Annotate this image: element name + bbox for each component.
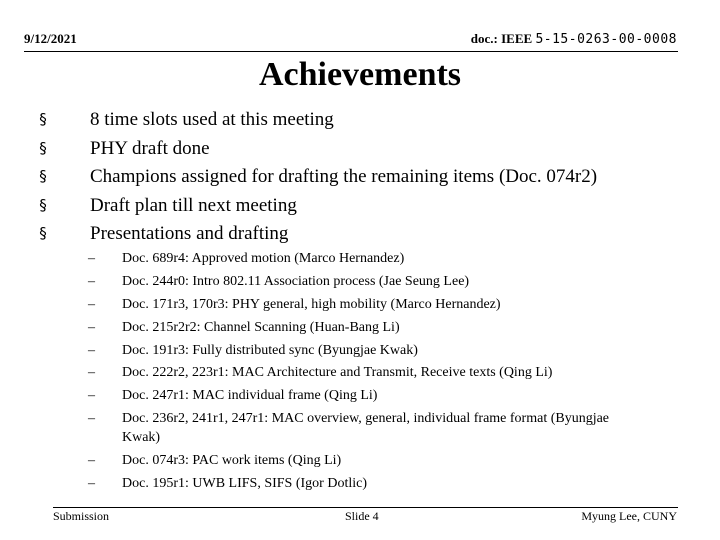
- sub-item-text: Doc. 074r3: PAC work items (Qing Li): [122, 453, 342, 469]
- sub-item-text: Doc. 222r2, 223r1: MAC Architecture and Transmit, Receive texts (Qing Li): [122, 365, 553, 381]
- sub-item-text: Doc. 191r3: Fully distributed sync (Byungjae Kwak): [122, 342, 418, 358]
- bullet-item: [36, 221, 597, 250]
- bullet-text: Champions assigned for drafting the remaining items (Doc. 074r2): [90, 166, 598, 188]
- dash-icon: –: [88, 411, 95, 427]
- bullet-item: [36, 107, 597, 136]
- header-divider: [24, 51, 678, 52]
- sub-item: [88, 451, 632, 470]
- footer-divider: [53, 507, 678, 508]
- bullet-marker-icon: §: [39, 138, 47, 157]
- footer-author: Myung Lee, CUNY: [581, 509, 677, 523]
- slide-title: Achievements: [258, 56, 462, 93]
- sub-item: [88, 386, 632, 405]
- dash-icon: –: [88, 342, 95, 358]
- sub-item-text: Doc. 247r1: MAC individual frame (Qing Li): [122, 388, 378, 404]
- doc-number: 5-15-0263-00-0008: [535, 32, 677, 47]
- sub-item-text: Doc. 244r0: Intro 802.11 Association process (Jae Seung Lee): [122, 273, 470, 289]
- bullet-marker-icon: §: [39, 224, 47, 243]
- bullet-item: [36, 164, 597, 193]
- bullet-marker-icon: §: [39, 195, 47, 214]
- sub-item: [88, 474, 632, 493]
- footer-submission: Submission: [53, 509, 110, 523]
- doc-prefix: doc.: IEEE: [470, 31, 533, 46]
- dash-icon: –: [88, 476, 95, 492]
- sub-bullet-list: [88, 249, 632, 497]
- dash-icon: –: [88, 251, 95, 266]
- sub-item-text: Doc. 195r1: UWB LIFS, SIFS (Igor Dotlic): [122, 476, 367, 492]
- bullet-list: [36, 107, 597, 250]
- sub-item: [88, 249, 632, 268]
- bullet-text: PHY draft done: [90, 137, 210, 159]
- dash-icon: –: [88, 388, 95, 404]
- dash-icon: –: [88, 453, 95, 469]
- bullet-text: Presentations and drafting: [90, 223, 289, 245]
- sub-item: [88, 341, 632, 360]
- bullet-text: 8 time slots used at this meeting: [90, 109, 334, 130]
- sub-item: [88, 272, 632, 291]
- bullet-item: [36, 136, 597, 165]
- sub-item: [88, 363, 632, 382]
- footer-slide-number: Slide 4: [345, 509, 379, 523]
- sub-item: [88, 318, 632, 337]
- dash-icon: –: [88, 273, 95, 289]
- bullet-text: Draft plan till next meeting: [90, 194, 297, 216]
- dash-icon: –: [88, 319, 95, 335]
- bullet-marker-icon: §: [39, 110, 47, 128]
- sub-item: [88, 295, 632, 314]
- sub-item: [88, 409, 632, 447]
- sub-item-text: Doc. 689r4: Approved motion (Marco Hernandez): [122, 251, 405, 266]
- sub-item-text: Doc. 171r3, 170r3: PHY general, high mobility (Marco Hernandez): [122, 296, 501, 312]
- sub-item-text: Doc. 215r2r2: Channel Scanning (Huan-Bang Li): [122, 319, 400, 335]
- header-date: 9/12/2021: [24, 31, 77, 46]
- bullet-item: [36, 193, 597, 222]
- dash-icon: –: [88, 296, 95, 312]
- header-doc-id: [471, 31, 677, 47]
- sub-item-text: Doc. 236r2, 241r1, 247r1: MAC overview, general, individual frame format (Byungjae Kwak): [122, 411, 610, 446]
- bullet-marker-icon: §: [39, 167, 47, 186]
- dash-icon: –: [88, 365, 95, 381]
